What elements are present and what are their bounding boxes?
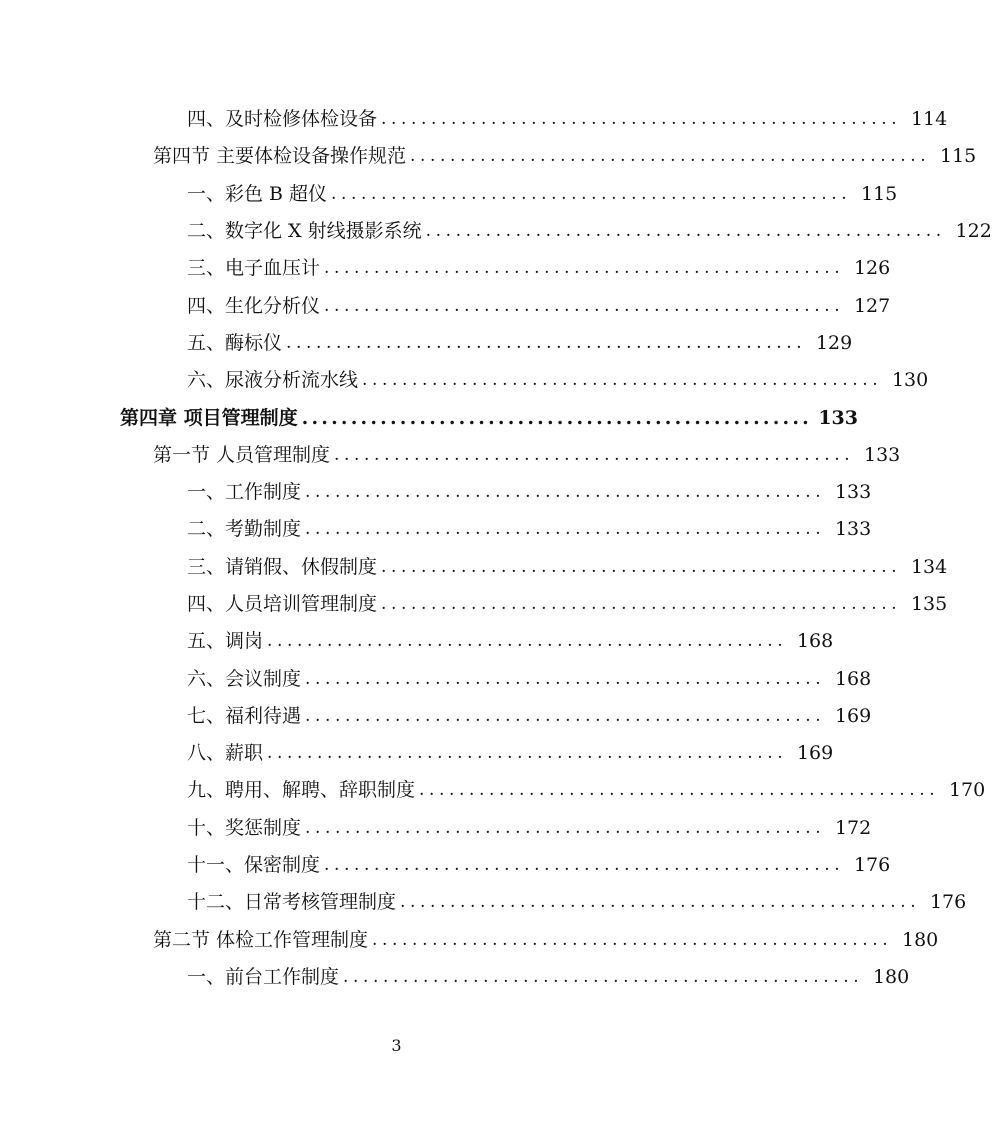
toc-entry-page: 115 <box>860 182 898 205</box>
toc-leader-dots: .................................................... <box>305 519 826 540</box>
toc-entry[interactable] <box>0 362 929 399</box>
toc-entry-title: 第二节 体检工作管理制度 <box>153 931 372 950</box>
toc-entry-page: 129 <box>815 331 853 354</box>
toc-entry-title: 四、人员培训管理制度 <box>187 595 381 614</box>
toc-entry[interactable] <box>0 138 977 175</box>
toc-leader-dots: .................................................... <box>343 966 864 987</box>
toc-leader-dots: .................................................... <box>331 183 852 204</box>
toc-entry[interactable] <box>0 847 891 884</box>
toc-entry-title: 三、电子血压计 <box>187 259 324 278</box>
toc-entry-title: 一、彩色 B 超仪 <box>187 185 331 204</box>
toc-entry-title: 一、工作制度 <box>187 483 305 502</box>
toc-entry-title: 十一、保密制度 <box>187 856 324 875</box>
toc-entry-page: 133 <box>818 406 858 429</box>
toc-leader-dots: .................................................... <box>324 855 845 876</box>
toc-entry-page: 169 <box>796 742 834 765</box>
toc-entry-page: 133 <box>834 481 872 504</box>
toc-entry[interactable] <box>0 586 948 623</box>
toc-leader-dots: .................................................... <box>286 332 807 353</box>
toc-entry-page: 180 <box>901 928 939 951</box>
toc-leader-dots: .................................................... <box>305 705 826 726</box>
toc-entry-title: 三、请销假、休假制度 <box>187 558 381 577</box>
toc-leader-dots: .................................................... <box>324 295 845 316</box>
toc-entry-page: 169 <box>834 704 872 727</box>
toc-entry[interactable] <box>0 959 910 996</box>
toc-leader-dots: .................................................... <box>305 482 826 503</box>
toc-entry-title: 八、薪职 <box>187 744 267 763</box>
toc-leader-dots: .................................................... <box>334 444 855 465</box>
toc-entry-title: 第一节 人员管理制度 <box>153 446 334 465</box>
toc-entry-title: 十、奖惩制度 <box>187 819 305 838</box>
toc-entry-page: 134 <box>910 555 948 578</box>
toc-entry-page: 176 <box>929 891 967 914</box>
toc-entry-page: 122 <box>955 220 992 243</box>
toc-entry-page: 126 <box>853 257 891 280</box>
toc-entry-title: 十二、日常考核管理制度 <box>187 893 400 912</box>
toc-entry-page: 168 <box>796 630 834 653</box>
table-of-contents <box>0 101 992 996</box>
toc-entry-title: 四、及时检修体检设备 <box>187 110 381 129</box>
toc-entry-page: 133 <box>834 518 872 541</box>
toc-entry-page: 172 <box>834 816 872 839</box>
toc-entry-page: 176 <box>853 854 891 877</box>
toc-entry[interactable] <box>0 922 939 959</box>
toc-entry[interactable] <box>0 213 992 250</box>
toc-entry-title: 九、聘用、解聘、辞职制度 <box>187 781 419 800</box>
toc-entry[interactable] <box>0 437 901 474</box>
toc-entry-title: 四、生化分析仪 <box>187 297 324 316</box>
toc-entry[interactable] <box>0 810 872 847</box>
toc-entry-title: 第四节 主要体检设备操作规范 <box>153 147 410 166</box>
toc-entry[interactable] <box>0 325 853 362</box>
toc-entry-page: 115 <box>939 145 977 168</box>
toc-entry-title: 五、调岗 <box>187 632 267 651</box>
toc-entry-page: 180 <box>872 965 910 988</box>
toc-leader-dots: .................................................... <box>267 631 788 652</box>
toc-entry[interactable] <box>0 623 834 660</box>
toc-entry-page: 130 <box>891 369 929 392</box>
toc-entry-title: 七、福利待遇 <box>187 707 305 726</box>
toc-entry-page: 114 <box>910 108 948 131</box>
toc-entry-page: 168 <box>834 667 872 690</box>
toc-entry[interactable] <box>0 511 872 548</box>
toc-entry-title: 六、会议制度 <box>187 670 305 689</box>
toc-leader-dots: .................................................... <box>305 817 826 838</box>
toc-entry-page: 135 <box>910 593 948 615</box>
toc-entry-title: 六、尿液分析流水线 <box>187 371 362 390</box>
toc-entry[interactable] <box>0 884 967 921</box>
toc-entry-page: 133 <box>863 443 901 466</box>
toc-leader-dots: .................................................... <box>400 892 921 913</box>
toc-leader-dots: .................................................... <box>362 370 883 391</box>
toc-entry-title: 五、酶标仪 <box>187 334 286 353</box>
toc-entry[interactable] <box>0 176 898 213</box>
toc-entry-page: 127 <box>853 294 891 317</box>
toc-leader-dots: .................................................... <box>419 780 940 801</box>
toc-leader-dots: .................................................... <box>305 668 826 689</box>
toc-leader-dots: .................................................... <box>372 929 893 950</box>
toc-leader-dots: .................................................... <box>324 258 845 279</box>
toc-entry-title: 第四章 项目管理制度 <box>120 409 302 428</box>
toc-entry[interactable] <box>0 250 891 287</box>
toc-leader-dots: .................................................... <box>381 594 902 614</box>
toc-leader-dots: .................................................... <box>410 146 931 167</box>
toc-leader-dots: .................................................... <box>425 221 946 242</box>
toc-entry-page: 170 <box>948 779 986 802</box>
toc-entry[interactable] <box>0 399 858 436</box>
toc-entry[interactable] <box>0 735 834 772</box>
toc-entry[interactable] <box>0 772 986 809</box>
toc-entry[interactable] <box>0 101 948 138</box>
toc-entry-title: 一、前台工作制度 <box>187 968 343 987</box>
toc-entry[interactable] <box>0 549 948 586</box>
toc-entry[interactable] <box>0 287 891 324</box>
toc-entry-title: 二、数字化 X 射线摄影系统 <box>187 222 426 241</box>
toc-leader-dots: .................................................... <box>381 556 902 577</box>
toc-entry[interactable] <box>0 698 872 735</box>
toc-entry[interactable] <box>0 474 872 511</box>
toc-leader-dots: .................................................... <box>301 406 812 429</box>
page-number: 3 <box>391 1036 402 1055</box>
toc-entry[interactable] <box>0 660 872 697</box>
toc-leader-dots: .................................................... <box>381 109 902 130</box>
toc-leader-dots: .................................................... <box>267 743 788 764</box>
toc-entry-title: 二、考勤制度 <box>187 520 305 539</box>
